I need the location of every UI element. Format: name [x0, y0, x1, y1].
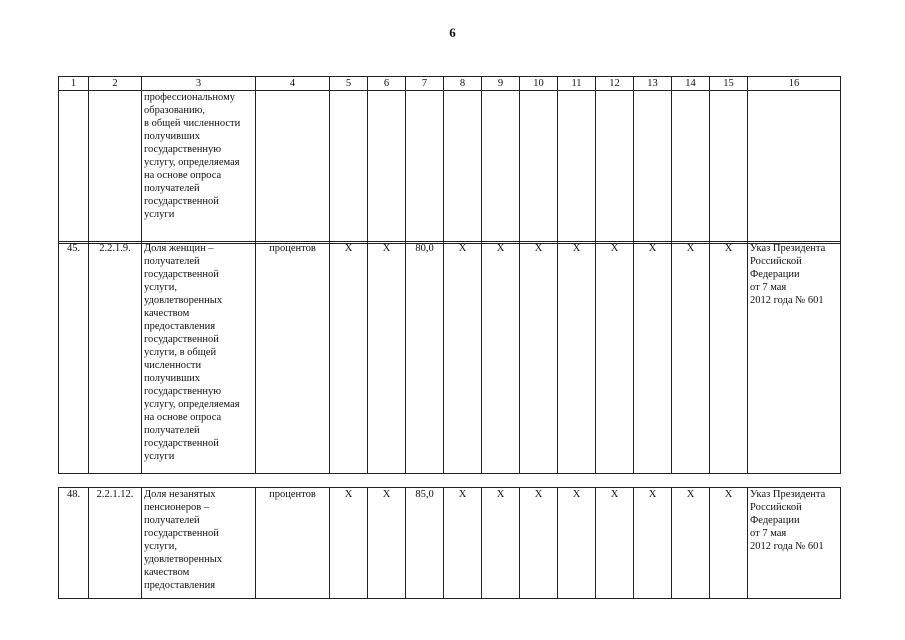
value-cell: Х — [330, 488, 368, 599]
value-cell: Х — [444, 488, 482, 599]
source-line: 2012 года № 601 — [750, 541, 824, 552]
description-line: качеством — [144, 567, 190, 578]
description-line: получивших — [144, 131, 201, 142]
row-number: 45. — [59, 242, 89, 474]
indicator-table-part-2 — [58, 241, 841, 474]
value-cell: Х — [672, 242, 710, 474]
header-cell: 3 — [142, 77, 256, 91]
value-cell: Х — [634, 488, 672, 599]
indicator-table-part-1 — [58, 76, 841, 244]
description-line: услуги — [144, 209, 175, 220]
description-line: услуги, в общей — [144, 347, 217, 358]
description-cell — [142, 488, 256, 599]
value-cell: Х — [368, 242, 406, 474]
source-line: Указ Президента — [750, 243, 826, 254]
page-number: 6 — [449, 25, 456, 40]
source-line: Федерации — [750, 269, 800, 280]
value-cell: Х — [330, 242, 368, 474]
row-code: 2.2.1.9. — [89, 242, 142, 474]
header-cell: 16 — [748, 77, 841, 91]
value-cell: Х — [558, 242, 596, 474]
source-cell — [748, 242, 841, 474]
column-number-header-row — [59, 77, 841, 91]
header-cell: 2 — [89, 77, 142, 91]
source-line: от 7 мая — [750, 528, 787, 539]
value-cell: 85,0 — [406, 488, 444, 599]
value-cell: Х — [558, 488, 596, 599]
description-line: государственную — [144, 144, 222, 155]
description-line: услуги — [144, 451, 175, 462]
row-number: 48. — [59, 488, 89, 599]
description-line: государственной — [144, 334, 219, 345]
source-line: Российской — [750, 502, 802, 513]
value-cell: Х — [482, 242, 520, 474]
description-line: предоставления — [144, 580, 216, 591]
unit-cell: процентов — [256, 488, 330, 599]
description-line: в общей численности — [144, 118, 241, 129]
value-cell: Х — [520, 488, 558, 599]
header-cell: 6 — [368, 77, 406, 91]
unit-cell: процентов — [256, 242, 330, 474]
source-cell — [748, 488, 841, 599]
header-cell: 13 — [634, 77, 672, 91]
value-cell: Х — [444, 242, 482, 474]
value-cell: Х — [482, 488, 520, 599]
header-cell: 12 — [596, 77, 634, 91]
source-line: Федерации — [750, 515, 800, 526]
header-cell: 5 — [330, 77, 368, 91]
header-cell: 9 — [482, 77, 520, 91]
description-line: Доля незанятых — [144, 489, 216, 500]
header-cell: 1 — [59, 77, 89, 91]
header-cell: 14 — [672, 77, 710, 91]
description-line: государственную — [144, 386, 222, 397]
value-cell: Х — [368, 488, 406, 599]
description-line: предоставления — [144, 321, 216, 332]
value-cell: Х — [710, 488, 748, 599]
description-cell — [142, 242, 256, 474]
description-line: численности — [144, 360, 202, 371]
source-line: Указ Президента — [750, 489, 826, 500]
header-cell: 10 — [520, 77, 558, 91]
description-line: получивших — [144, 373, 201, 384]
table-row — [59, 488, 841, 599]
value-cell: 80,0 — [406, 242, 444, 474]
description-line: государственной — [144, 438, 219, 449]
description-line: получателей — [144, 183, 200, 194]
value-cell: Х — [672, 488, 710, 599]
header-cell: 8 — [444, 77, 482, 91]
value-cell: Х — [596, 488, 634, 599]
description-cell — [142, 91, 256, 244]
description-line: удовлетворенных — [144, 554, 223, 565]
description-line: на основе опроса — [144, 412, 222, 423]
value-cell: Х — [710, 242, 748, 474]
description-line: государственной — [144, 269, 219, 280]
description-line: получателей — [144, 256, 200, 267]
source-line: 2012 года № 601 — [750, 295, 824, 306]
description-line: услуги, — [144, 541, 177, 552]
description-line: получателей — [144, 515, 200, 526]
row-code: 2.2.1.12. — [89, 488, 142, 599]
description-line: удовлетворенных — [144, 295, 223, 306]
description-line: на основе опроса — [144, 170, 222, 181]
description-line: пенсионеров – — [144, 502, 210, 513]
source-line: от 7 мая — [750, 282, 787, 293]
table-row — [59, 242, 841, 474]
description-line: государственной — [144, 528, 219, 539]
description-line: услугу, определяемая — [144, 157, 240, 168]
indicator-table-part-3 — [58, 487, 841, 599]
header-cell: 11 — [558, 77, 596, 91]
description-line: государственной — [144, 196, 219, 207]
value-cell: Х — [520, 242, 558, 474]
description-line: услуги, — [144, 282, 177, 293]
header-cell: 4 — [256, 77, 330, 91]
description-line: Доля женщин – — [144, 243, 214, 254]
value-cell: Х — [596, 242, 634, 474]
description-line: профессиональному — [144, 92, 235, 103]
description-line: получателей — [144, 425, 200, 436]
description-line: качеством — [144, 308, 190, 319]
source-line: Российской — [750, 256, 802, 267]
continuation-row — [59, 91, 841, 244]
description-line: образованию, — [144, 105, 206, 116]
header-cell: 7 — [406, 77, 444, 91]
value-cell: Х — [634, 242, 672, 474]
description-line: услугу, определяемая — [144, 399, 240, 410]
header-cell: 15 — [710, 77, 748, 91]
